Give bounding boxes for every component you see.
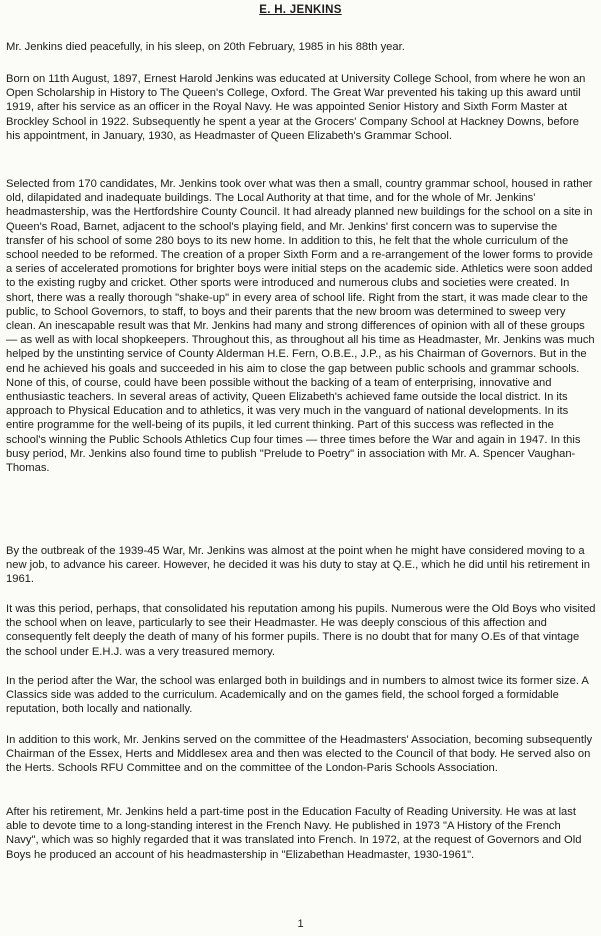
- paragraph-reputation: It was this period, perhaps, that consolidated his reputation among his pupils. Numerous were the Old Boys who visited the school when on leave, particularly to see their Headmaster. He was deeply conscious of this affection and consequently felt deeply the death of many of his former pupils. There is no doubt that for many O.Es of that vintage the school under E.H.J. was a very treasured memory.: [6, 603, 596, 658]
- paragraph-headmastership: Selected from 170 candidates, Mr. Jenkins took over what was then a small, country grammar school, housed in rather old, dilapidated and inadequate buildings. The Local Authority at that time, and for the whole of Mr. Jenkins' headmastership, was the Hertfordshire County Council. It had already planned new buildings for the school on a site in Queen's Road, Barnet, adjacent to the school's playing field, and Mr. Jenkins' first concern was to supervise the transfer of his school of some 280 boys to its new home. In addition to this, he felt that the whole curriculum of the school needed to be reformed. The creation of a proper Sixth Form and a re-arrangement of the lower forms to provide a series of accelerated promotions for brighter boys were initial steps on the academic side. Athletics were soon added to the existing rugby and cricket. Other sports were introduced and numerous clubs and societies were created. In short, there was a really thorough "shake-up" in every area of school life. Right from the start, it was made clear to the public, to School Governors, to staff, to boys and their parents that the new broom was determined to sweep very clean. An inescapable result was that Mr. Jenkins had many and strong differences of opinion with all of these groups — as well as with local shopkeepers. Throughout this, as throughout all his time as Headmaster, Mr. Jenkins was much helped by the unstinting service of County Alderman H.E. Fern, O.B.E., J.P., as his Chairman of Governors. But in the end he achieved his goals and succeeded in his aim to close the gap between public schools and grammar schools. None of this, of course, could have been possible without the backing of a team of enterprising, innovative and enthusiastic teachers. In several areas of activity, Queen Elizabeth's achieved fame outside the local district. In its approach to Physical Education and to athletics, it was very much in the vanguard of national developments. In its entire programme for the well-being of its pupils, it led current thinking. Part of this success was reflected in the school's winning the Public Schools Athletics Cup four times — three times before the War and again in 1947. In this busy period, Mr. Jenkins also found time to publish "Prelude to Poetry" in association with Mr. A. Spencer Vaughan-Thomas.: [6, 178, 595, 475]
- page-number: 1: [297, 918, 304, 930]
- paragraph-death-notice: Mr. Jenkins died peacefully, in his sleep, on 20th February, 1985 in his 88th year.: [6, 41, 405, 53]
- paragraph-committees: In addition to this work, Mr. Jenkins served on the committee of the Headmasters' Association, becoming subsequently Chairman of the Essex, Herts and Middlesex area and then was elected to the Council of that body. He served also on the Herts. Schools RFU Committee and on the committee of the London-Paris Schools Association.: [6, 734, 593, 775]
- page-title: E. H. JENKINS: [259, 4, 342, 16]
- paragraph-post-war: In the period after the War, the school was enlarged both in buildings and in numbers to almost twice its former size. A Classics side was added to the curriculum. Academically and on the games field, the school forged a formidable reputation, both locally and nationally.: [6, 675, 589, 716]
- paragraph-war-outbreak: By the outbreak of the 1939-45 War, Mr. Jenkins was almost at the point when he might have considered moving to a new job, to advance his career. However, he decided it was his duty to stay at Q.E., which he did until his retirement in 1961.: [6, 545, 590, 586]
- paragraph-early-life: Born on 11th August, 1897, Ernest Harold Jenkins was educated at University College School, from where he won an Open Scholarship in History to The Queen's College, Oxford. The Great War prevented his taking up this award until 1919, after his service as an officer in the Royal Navy. He was appointed Senior History and Sixth Form Master at Brockley School in 1922. Subsequently he spent a year at the Grocers' Company School at Hackney Downs, before his appointment, in January, 1930, as Headmaster of Queen Elizabeth's Grammar School.: [6, 73, 586, 142]
- paragraph-retirement: After his retirement, Mr. Jenkins held a part-time post in the Education Faculty of Reading University. He was at last able to devote time to a long-standing interest in the French Navy. He published in 1973 "A History of the French Navy", which was so highly regarded that it was translated into French. In 1972, at the request of Governors and Old Boys he produced an account of his headmastership in "Elizabethan Headmaster, 1930-1961".: [6, 806, 582, 861]
